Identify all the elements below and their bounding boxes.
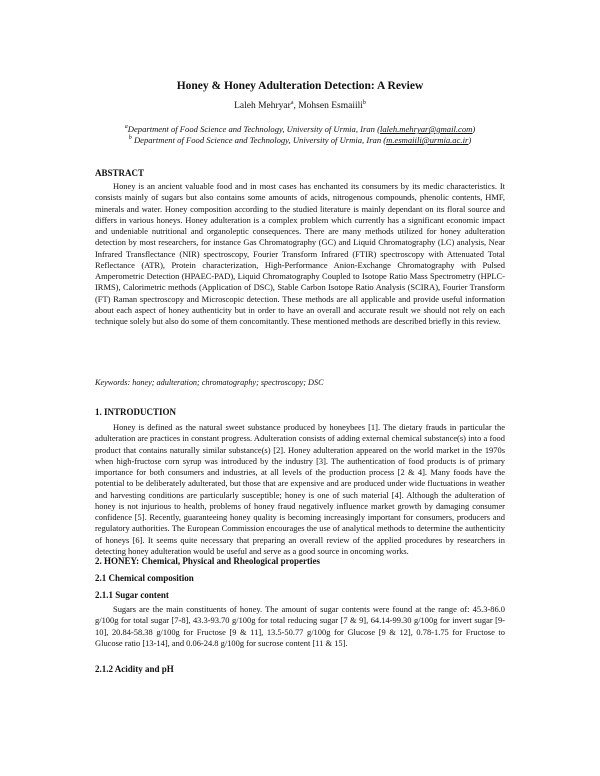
subsection-heading-acidity-ph: 2.1.2 Acidity and pH [95,664,174,674]
sugar-content-body [95,604,505,649]
abstract-paragraph: Honey is an ancient valuable food and in most cases has enchanted its consumers by its medic characteristics. It consists mainly of sugars but also contains some amounts of acids, nitrogenous compounds, phenolic contents, HMF, minerals and water. Honey composition according to the studied literature is mainly dependant on its floral source and differs in various honeys. Honey adulteration is a complex problem which currently has a significant economic impact and undeniable nutritional and organoleptic consequences. There are many methods utilized for honey adulteration detection by most researchers, for instance Gas Chromatography (GC) and Liquid Chromatography (LC) analysis, Near Infrared Transflectance (NIR) spectroscopy, Fourier Transform Infrared (FTIR) spectroscopy with Attenuated Total Reflectance (ATR), Protein characterization, High-Performance Anion-Exchange Chromatography with Pulsed Amperometric Detection (HPAEC-PAD), Liquid Chromatography Coupled to Isotope Ratio Mass Spectrometry (HPLC-IRMS), Calorimetric methods (Application of DSC), Stable Carbon Isotope Ratio Analysis (SCIRA), Fourier Transform (FT) Raman spectroscopy and Microscopic detection. These methods are all applicable and provide useful information about each aspect of honey authenticity but in order to have an overall and accurate result we should not rely on each technique solely but also do some of them concomitantly. These mentioned methods are described briefly in this review. [95,181,505,326]
sugar-content-paragraph: Sugars are the main constituents of honey. The amount of sugar contents were found at the range of: 45.3-86.0 g/100g for total sugar [7-8], 43.3-93.70 g/100g for total reducing sugar [7 & 9], 64.14-99.30 g/100g for invert sugar [9-10], 20.84-58.38 g/100g for Fructose [9 & 11], 13.5-50.77 g/100g for Glucose [9 & 12], 0.78-1.75 for Fructose to Glucose ratio [13-14], and 0.06-24.8 g/100g for sucrose content [11 & 15]. [95,604,505,648]
paper-title: Honey & Honey Adulteration Detection: A Review [176,80,424,92]
affiliation-close: ) [472,124,476,134]
affiliation-mark: b [128,135,132,142]
section-heading-honey: 2. HONEY: Chemical, Physical and Rheological properties [95,556,320,566]
author-affiliation-mark: a [290,99,294,106]
author-email-link[interactable]: m.esmaiili@urmia.ac.ir [386,135,469,145]
author-affiliation-mark: b [362,99,366,106]
author-line [0,101,600,111]
author-separator: , [293,101,299,111]
abstract-heading: ABSTRACT [95,168,145,178]
keywords-line: Keywords: honey; adulteration; chromatography; spectroscopy; DSC [95,378,324,387]
introduction-paragraph: Honey is defined as the natural sweet substance produced by honeybees [1]. The dietary frauds in particular the adulteration are practices in constant progress. Adulteration consists of adding external chemical substance(s) into a food product that contains naturally similar substance(s) [2]. Honey adulteration appeared on the world market in the 1970s when high-fructose corn syrup was introduced by the industry [3]. The authentication of food products is of primary importance for both consumers and industries, at all levels of the production process [2 & 4]. Many foods have the potential to be deliberately adulterated, but those that are expensive and are produced under wide fluctuations in weather and harvesting conditions are particularly susceptible; honey is one of such material [4]. Although the adulteration of honey is not injurious to health, problems of honey fraud negatively influence market growth by damaging consumer confidence [5]. Recently, guaranteeing honey quality is becoming increasingly important for consumers, producers and regulatory authorities. The European Commission encourages the use of analytical methods to determine the authenticity of honeys [6]. It seems quite necessary that preparing an overall review of the applied procedures by researchers in detecting honey adulteration would be useful and serve as a good source in oncoming works. [95,422,505,556]
author-email-link[interactable]: laleh.mehryar@gmail.com [379,124,473,134]
subsection-heading-sugar-content: 2.1.1 Sugar content [95,590,169,600]
abstract-body [95,181,505,327]
author-name: Mohsen Esmaiili [298,101,363,111]
introduction-body [95,422,505,557]
affiliation-line [0,124,600,134]
affiliation-close: ) [468,135,472,145]
affiliation-text: Department of Food Science and Technology, University of Urmia, Iran ( [131,135,387,145]
affiliation-line [0,135,600,145]
section-heading-introduction: 1. INTRODUCTION [95,407,177,417]
author-name: Laleh Mehryar [234,101,291,111]
affiliation-text: Department of Food Science and Technology, University of Urmia, Iran ( [127,124,380,134]
subsection-heading-chemical-composition: 2.1 Chemical composition [95,573,194,583]
affiliation-mark: a [124,124,128,131]
